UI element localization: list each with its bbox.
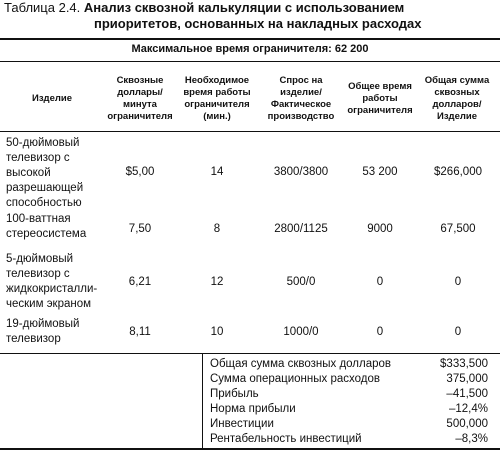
row2-demand: 2800/1125	[274, 223, 328, 235]
header-required-time: Необходимое время работы ограничителя (мин.)	[183, 75, 251, 122]
row3-total-time: 0	[376, 276, 384, 288]
summary-divider	[202, 353, 203, 448]
table-caption	[4, 0, 496, 32]
max-time-banner: Максимальное время ограничителя: 62 200	[131, 43, 369, 55]
body-bottom-rule	[0, 353, 500, 354]
row2-total-throughput: 67,500	[440, 223, 476, 235]
summary-value-roi: –8,3%	[455, 433, 488, 445]
row3-throughput-per-min: 6,21	[128, 276, 152, 288]
header-throughput-per-minute: Сквозные доллары/ минута ограничителя	[107, 75, 173, 122]
row2-time: 8	[213, 223, 221, 235]
row3-total-throughput: 0	[454, 276, 462, 288]
summary-value-profit-margin: –12,4%	[448, 403, 488, 415]
row3-time: 12	[210, 276, 224, 288]
summary-label-roi: Рентабельность инвестиций	[210, 433, 362, 445]
throughput-table	[0, 38, 500, 451]
row4-time: 10	[210, 326, 224, 338]
row2-product: 100-ваттная стереосистема	[6, 213, 87, 240]
row4-total-time: 0	[376, 326, 384, 338]
summary-value-investment: 500,000	[446, 418, 488, 430]
summary-label-operating-expenses: Сумма операционных расходов	[210, 373, 380, 385]
header-rule	[0, 131, 500, 132]
caption-number: Таблица 2.4.	[4, 0, 81, 15]
table-bottom-rule	[0, 448, 500, 450]
caption-title-line2: приоритетов, основанных на накладных расходах	[94, 16, 422, 31]
row1-demand: 3800/3800	[273, 166, 329, 178]
row1-throughput-per-min: $5,00	[125, 166, 155, 178]
row1-total-throughput: $266,000	[434, 166, 482, 178]
summary-label-profit: Прибыль	[210, 388, 259, 400]
summary-value-operating-expenses: 375,000	[446, 373, 488, 385]
caption-title-line1: Анализ сквозной калькуляции с использованием	[83, 0, 405, 15]
row1-total-time: 53 200	[362, 166, 398, 178]
row4-throughput-per-min: 8,11	[129, 326, 151, 338]
row3-product: 5-дюймовый телевизор с жидкокристалли-ческим экраном	[6, 253, 98, 310]
row2-throughput-per-min: 7,50	[128, 223, 152, 235]
header-product: Изделие	[31, 93, 73, 104]
summary-value-profit: –41,500	[446, 388, 488, 400]
summary-label-total-throughput: Общая сумма сквозных долларов	[210, 358, 392, 370]
row3-demand: 500/0	[286, 276, 316, 288]
row4-total-throughput: 0	[454, 326, 462, 338]
summary-value-total-throughput: $333,500	[440, 358, 488, 370]
maxtime-rule	[0, 61, 500, 62]
summary-label-profit-margin: Норма прибыли	[210, 403, 296, 415]
row1-product: 50-дюймовый телевизор с высокой разрешающей способностью	[6, 137, 84, 209]
table-top-rule	[0, 38, 500, 40]
row1-time: 14	[210, 166, 224, 178]
header-total-time: Общее время работы ограничителя	[347, 81, 413, 116]
header-demand: Спрос на изделие/ Фактическое производство	[267, 75, 335, 122]
row4-product: 19-дюймовый телевизор	[6, 318, 80, 345]
header-total-throughput: Общая сумма сквозных долларов/ Изделие	[424, 75, 490, 122]
row4-demand: 1000/0	[283, 326, 319, 338]
row2-total-time: 9000	[367, 223, 393, 235]
summary-label-investment: Инвестиции	[210, 418, 274, 430]
